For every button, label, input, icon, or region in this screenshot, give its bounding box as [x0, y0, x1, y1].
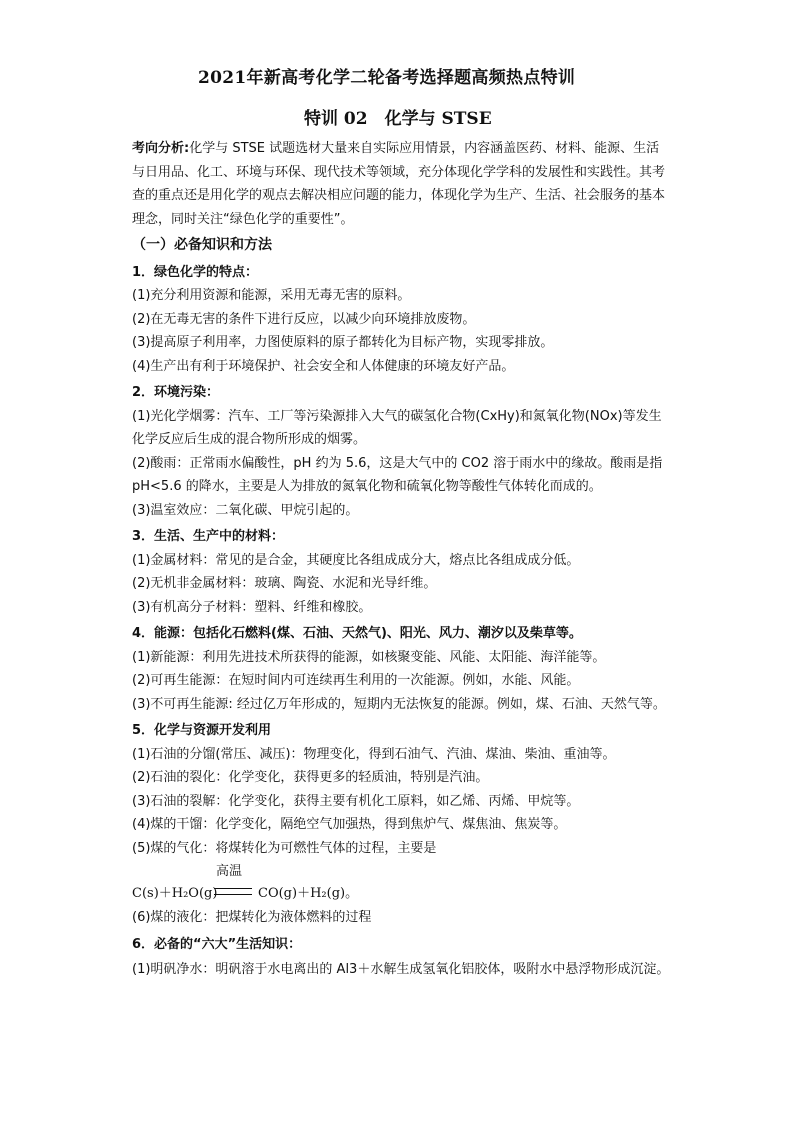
heading-green-chemistry: 1．绿色化学的特点：: [132, 264, 259, 280]
reaction-condition: 高温: [216, 864, 243, 879]
list-item: (1)光化学烟雾：汽车、工厂等污染源排入大气的碳氢化合物(CxHy)和氮氧化物(NOx)等发生化学反应后生成的混合物所形成的烟雾。: [132, 408, 662, 447]
list-item: (1)明矾净水：明矾溶于水电离出的 Al3＋水解生成氢氧化铝胶体，吸附水中悬浮物形成沉淀。: [132, 962, 670, 977]
analysis-label: 考向分析:: [132, 141, 190, 156]
analysis-text: 化学与 STSE 试题选材大量来自实际应用情景，内容涵盖医药、材料、能源、生活与日用品、化工、环境与环保、现代技术等领域，充分体现化学学科的发展性和实践性。其考查的重点还是用化学的观点去解决相应问题的能力，体现化学为生产、生活、社会服务的基本理念，同时关注“绿色化学的重要性”。: [132, 141, 666, 227]
list-item: (3)温室效应：二氧化碳、甲烷引起的。: [132, 502, 359, 518]
list-item: (3)有机高分子材料：塑料、纤维和橡胶。: [132, 599, 372, 615]
heading-pollution: 2．环境污染：: [132, 385, 220, 400]
list-item: (2)石油的裂化：化学变化，获得更多的轻质油，特别是汽油。: [132, 770, 489, 785]
heading-life-knowledge: 6．必备的“六大”生活知识：: [132, 936, 302, 952]
list-item: (6)煤的液化：把煤转化为液体燃料的过程: [132, 910, 372, 925]
list-item: (2)可再生能源：在短时间内可连续再生利用的一次能源。例如，水能、风能。: [132, 673, 580, 688]
list-item: (1)新能源：利用先进技术所获得的能源，如核聚变能、风能、太阳能、海洋能等。: [132, 649, 606, 665]
heading-energy: 4．能源：包括化石燃料(煤、石油、天然气)、阳光、风力、潮汐以及柴草等。: [132, 626, 582, 641]
list-item: (2)无机非金属材料：玻璃、陶瓷、水泥和光导纤维。: [132, 576, 437, 591]
products: CO(g)＋H₂(g)。: [258, 886, 359, 901]
list-item: (2)酸雨：正常雨水偏酸性，pH 约为 5.6，这是大气中的 CO2 溶于雨水中的缘故。酸雨是指 pH<5.6 的降水，主要是人为排放的氮氧化物和硫氧化物等酸性气体转化而成的。: [132, 455, 663, 494]
list-item: (1)充分利用资源和能源，采用无毒无害的原料。: [132, 288, 411, 303]
list-item: (3)提高原子利用率，力图使原料的原子都转化为目标产物，实现零排放。: [132, 335, 554, 350]
list-item: (3)不可再生能源: 经过亿万年形成的，短期内无法恢复的能源。例如，煤、石油、天然气等。: [132, 696, 666, 712]
document-title: 2021年新高考化学二轮备考选择题高频热点特训: [198, 68, 576, 88]
analysis-paragraph: [132, 137, 672, 231]
list-item: (1)金属材料：常见的是合金，其硬度比各组成成分大，熔点比各组成成分低。: [132, 552, 580, 568]
list-item: (2)在无毒无害的条件下进行反应，以减少向环境排放废物。: [132, 311, 476, 327]
document-subtitle: 特训 02 化学与 STSE: [304, 109, 492, 129]
section-heading: （一）必备知识和方法: [132, 237, 272, 253]
equals-sign: [214, 888, 252, 895]
list-item: (3)石油的裂解：化学变化，获得主要有机化工原料，如乙烯、丙烯、甲烷等。: [132, 793, 580, 809]
list-item: (4)煤的干馏：化学变化，隔绝空气加强热，得到焦炉气、煤焦油、焦炭等。: [132, 817, 567, 832]
heading-materials: 3．生活、生产中的材料：: [132, 529, 285, 544]
list-item: (5)煤的气化：将煤转化为可燃性气体的过程，主要是: [132, 840, 437, 856]
reactants: C(s)＋H₂O(g): [132, 886, 218, 901]
chemical-equation: [132, 860, 672, 906]
list-item: (1)石油的分馏(常压、减压)：物理变化，得到石油气、汽油、煤油、柴油、重油等。: [132, 746, 616, 762]
list-item: (4)生产出有利于环境保护、社会安全和人体健康的环境友好产品。: [132, 358, 515, 374]
document-body: [132, 137, 672, 982]
heading-resources: 5．化学与资源开发利用: [132, 723, 272, 738]
